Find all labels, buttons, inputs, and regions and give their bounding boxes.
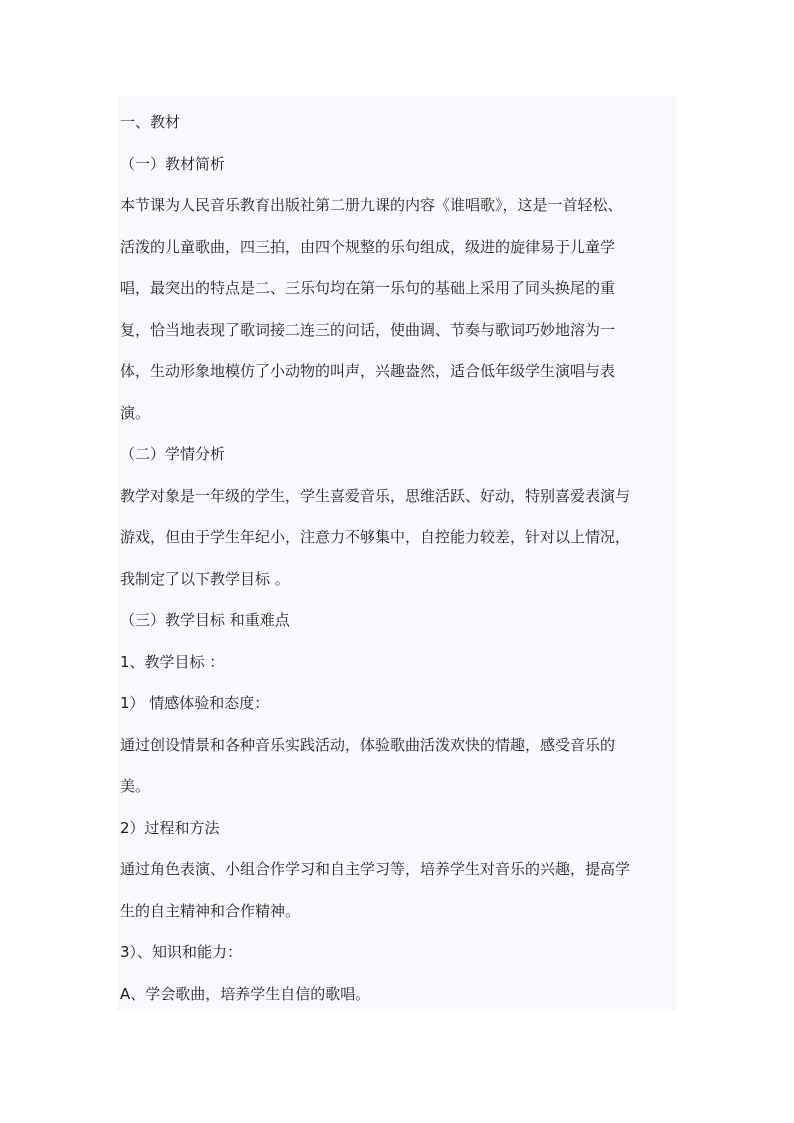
list-item-knowledge: 3）、知识和能力：: [120, 943, 243, 961]
paragraph-line: 复，恰当地表现了歌词接二连三的问话，使曲调、节奏与歌词巧妙地溶为一: [120, 320, 616, 339]
paragraph-line: 演。: [120, 403, 151, 422]
heading-textbook: 一、教材: [120, 113, 181, 131]
paragraph-line: 本节课为人民音乐教育出版社第二册九课的内容《谁唱歌》，这是一首轻松、: [120, 196, 623, 214]
document-body: [120, 102, 672, 1015]
list-item-emotion: 1） 情感体验和态度：: [120, 694, 270, 712]
list-heading-goals: 1、教学目标 ：: [120, 652, 225, 671]
paragraph-line: 唱，最突出的特点是二、三乐句均在第一乐句的基础上采用了同头换尾的重: [120, 279, 616, 297]
paragraph-line: 生的自主精神和合作精神。: [120, 901, 301, 920]
paragraph-line: 教学对象是一年级的学生，学生喜爱音乐，思维活跃、好动，特别喜爱表演与: [120, 486, 631, 505]
paragraph-line: 活泼的儿童歌曲，四三拍，由四个规整的乐句组成，级进的旋律易于儿童学: [120, 237, 616, 256]
paragraph-line: 通过角色表演、小组合作学习和自主学习等，培养学生对音乐的兴趣，提高学: [120, 860, 631, 878]
subheading-textbook-analysis: （一）教材简析: [120, 154, 226, 173]
subheading-teaching-goals: （三）教学目标 和重难点: [120, 611, 290, 629]
subheading-student-analysis: （二）学情分析: [120, 445, 226, 463]
paragraph-line: 体，生动形象地模仿了小动物的叫声，兴趣盎然，适合低年级学生演唱与表: [120, 362, 616, 380]
list-item-process: 2）过程和方法: [120, 818, 220, 837]
paragraph-line: 游戏，但由于学生年纪小，注意力不够集中，自控能力较差，针对以上情况，: [120, 528, 631, 546]
paragraph-line: 我制定了以下教学目标 。: [120, 569, 290, 588]
paragraph-line: 美。: [120, 777, 151, 795]
list-item-a: A、学会歌曲，培养学生自信的歌唱。: [120, 984, 371, 1003]
paragraph-line: 通过创设情景和各种音乐实践活动，体验歌曲活泼欢快的情趣，感受音乐的: [120, 735, 616, 754]
